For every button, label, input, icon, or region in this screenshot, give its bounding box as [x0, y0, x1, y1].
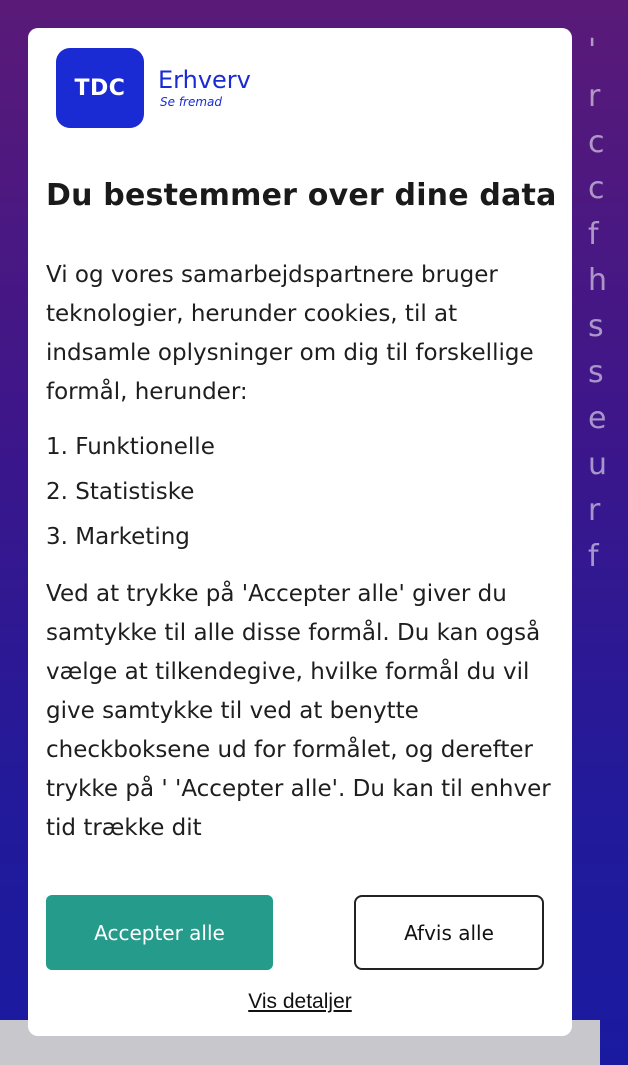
- background-letter: h: [588, 263, 608, 298]
- background-letter: f: [588, 539, 599, 574]
- tdc-logo-mark: TDC: [56, 48, 144, 128]
- reject-all-button[interactable]: Afvis alle: [354, 895, 544, 970]
- background-letter: r: [588, 79, 601, 114]
- background-letter: r: [588, 493, 601, 528]
- background-letter: s: [588, 355, 604, 390]
- background-letter: f: [588, 217, 599, 252]
- background-letter: s: [588, 309, 604, 344]
- accept-all-button[interactable]: Accepter alle: [46, 895, 273, 970]
- show-details-link[interactable]: Vis detaljer: [248, 990, 352, 1013]
- background-page-text: [588, 28, 628, 580]
- logo-brand: Erhverv: [158, 66, 251, 94]
- cookie-consent-dialog: [28, 28, 572, 1036]
- background-letter: e: [588, 401, 607, 436]
- tdc-erhverv-logo: [56, 48, 251, 128]
- background-letter: ': [588, 33, 597, 68]
- consent-text-scroll-area[interactable]: [46, 256, 556, 878]
- purpose-item: 1. Funktionelle: [46, 434, 215, 460]
- background-letter: c: [588, 125, 605, 160]
- purpose-item: 2. Statistiske: [46, 479, 195, 505]
- purpose-item: 3. Marketing: [46, 524, 190, 550]
- logo-wordmark: [158, 67, 251, 109]
- purpose-list: [46, 428, 556, 563]
- dialog-title: Du bestemmer over dine data: [46, 178, 557, 213]
- background-letter: u: [588, 447, 608, 482]
- consent-explanation: Ved at trykke på 'Accepter alle' giver du samtykke til alle disse formål. Du kan også vælge at tilkendegive, hvilke formål du vil give samtykke til ved at benytte checkboksene ud for formålet, og derefter trykke på ' 'Accepter alle'. Du kan til enhver tid trække dit: [46, 581, 551, 841]
- intro-text: Vi og vores samarbejdspartnere bruger teknologier, herunder cookies, til at indsamle oplysninger om dig til forskellige formål, herunder:: [46, 262, 534, 405]
- background-letter: c: [588, 171, 605, 206]
- logo-tagline: Se fremad: [160, 95, 223, 109]
